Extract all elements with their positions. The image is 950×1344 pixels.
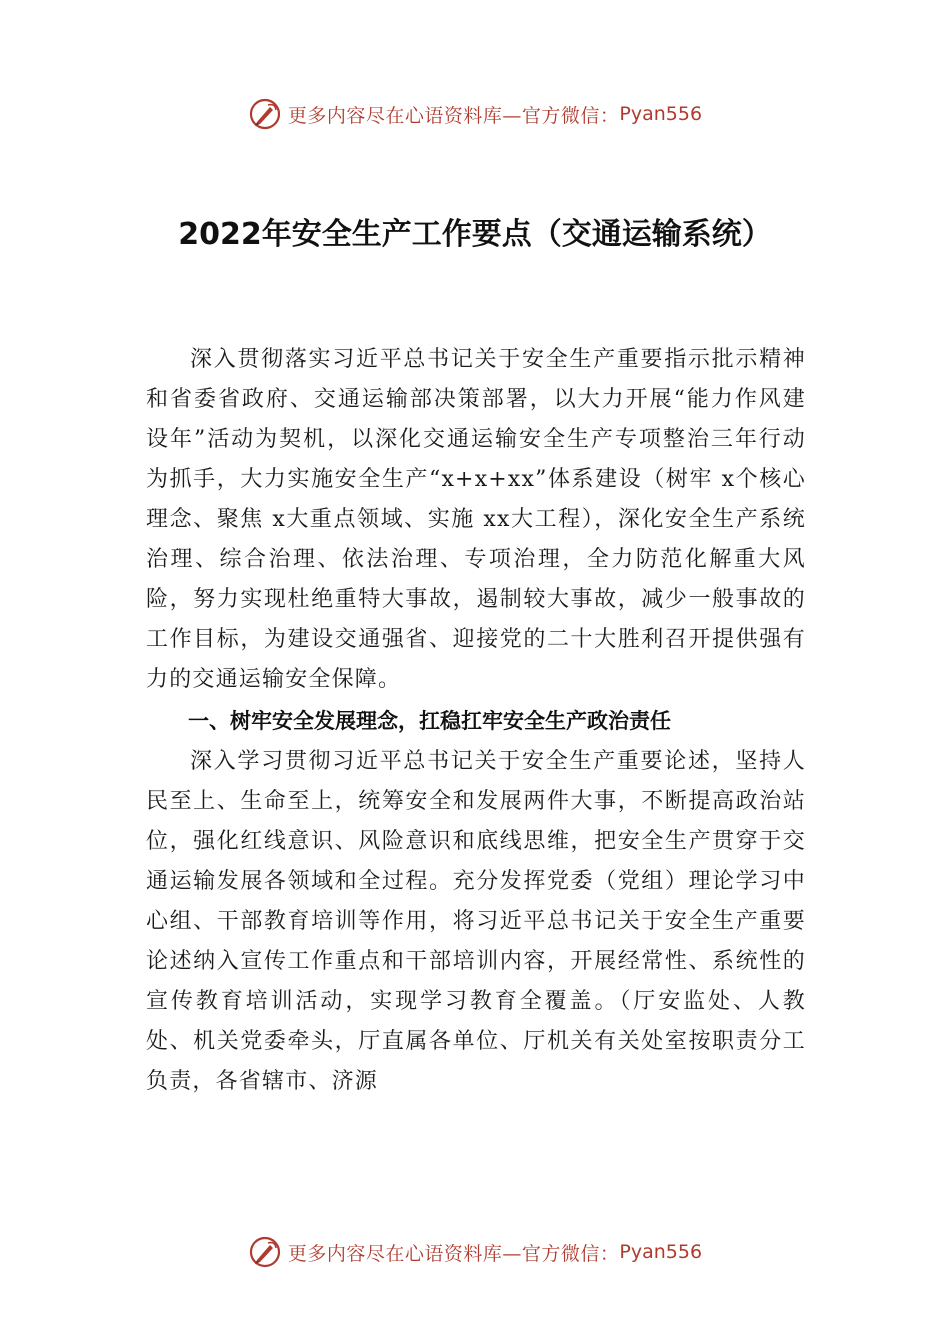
pen-circle-logo-icon — [248, 97, 282, 131]
pen-circle-logo-icon — [248, 1235, 282, 1269]
document-body — [146, 340, 806, 1102]
intro-paragraph: 深入贯彻落实习近平总书记关于安全生产重要指示批示精神和省委省政府、交通运输部决策部署，以大力开展“能力作风建设年”活动为契机，以深化交通运输安全生产专项整治三年行动为抓手，大力实施安全生产“x+x+xx”体系建设（树牢 x个核心理念、聚焦 x大重点领域、实施 xx大工程），深化安全生产系统治理、综合治理、依法治理、专项治理，全力防范化解重大风险，努力实现杜绝重特大事故，遏制较大事故，减少一般事故的工作目标，为建设交通强省、迎接党的二十大胜利召开提供强有力的交通运输安全保障。 — [146, 347, 806, 692]
document-title: 2022年安全生产工作要点（交通运输系统） — [178, 217, 772, 252]
header-banner — [0, 94, 950, 134]
footer-banner — [0, 1232, 950, 1272]
banner-wechat-id: Pyan556 — [619, 1241, 703, 1263]
banner-wechat-id: Pyan556 — [619, 103, 703, 125]
banner-text: 更多内容尽在心语资料库—官方微信： — [287, 1242, 620, 1265]
section-heading-1: 一、树牢安全发展理念，扛稳扛牢安全生产政治责任 — [188, 709, 671, 733]
section-paragraph-1: 深入学习贯彻习近平总书记关于安全生产重要论述，坚持人民至上、生命至上，统筹安全和发展两件大事，不断提高政治站位，强化红线意识、风险意识和底线思维，把安全生产贯穿于交通运输发展各领域和全过程。充分发挥党委（党组）理论学习中心组、干部教育培训等作用，将习近平总书记关于安全生产重要论述纳入宣传工作重点和干部培训内容，开展经常性、系统性的宣传教育培训活动，实现学习教育全覆盖。（厅安监处、人教处、机关党委牵头，厅直属各单位、厅机关有关处室按职责分工负责，各省辖市、济源 — [146, 749, 806, 1094]
banner-text: 更多内容尽在心语资料库—官方微信： — [287, 104, 620, 127]
